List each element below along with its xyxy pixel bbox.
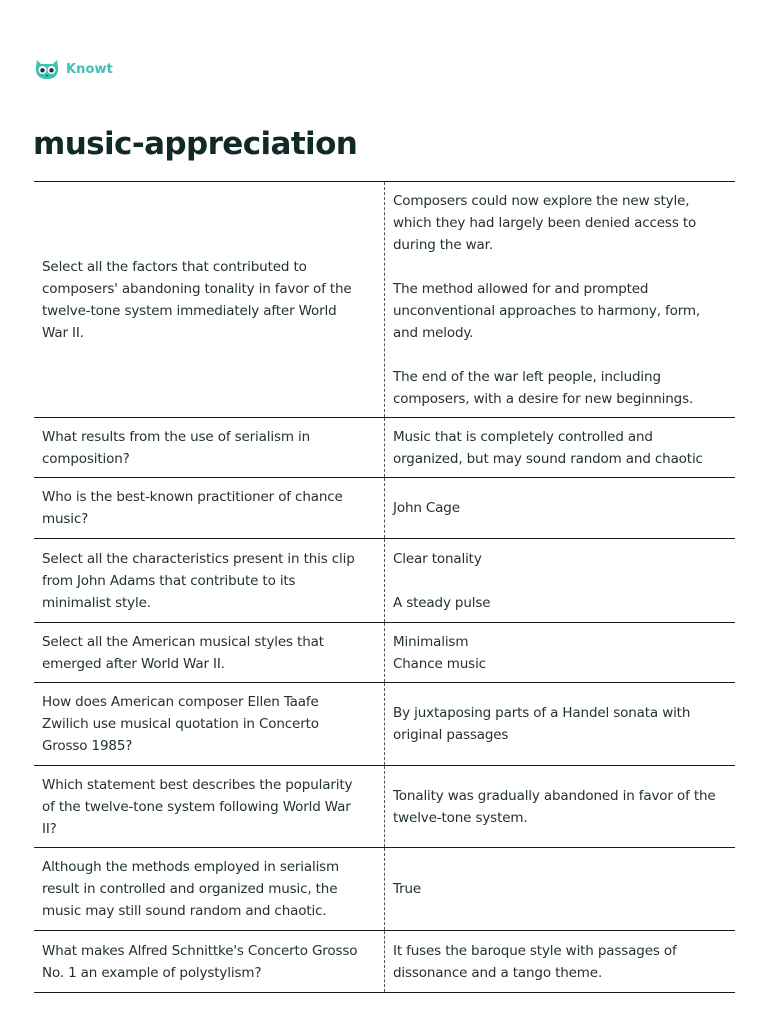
- definition-line: twelve-tone system.: [393, 809, 528, 826]
- flashcard-definition: [385, 182, 735, 417]
- brand[interactable]: [33, 56, 113, 82]
- definition-line: which they had largely been denied access to: [393, 214, 697, 231]
- flashcard-definition: [385, 848, 735, 930]
- flashcard-definition: [385, 539, 735, 622]
- term-line: composers' abandoning tonality in favor of the: [42, 280, 352, 297]
- definition-line: unconventional approaches to harmony, form,: [393, 302, 701, 319]
- brand-name: Knowt: [66, 61, 113, 77]
- term-line: War II.: [42, 324, 84, 341]
- flashcard-row: [34, 539, 735, 623]
- definition-line: Minimalism: [393, 633, 469, 650]
- flashcard-row: [34, 182, 735, 418]
- definition-line: organized, but may sound random and chaotic: [393, 450, 703, 467]
- term-line: Zwilich use musical quotation in Concerto: [42, 716, 319, 732]
- term-line: What makes Alfred Schnittke's Concerto Grosso: [42, 942, 358, 959]
- term-line: Grosso 1985?: [42, 738, 133, 754]
- definition-line: [393, 344, 727, 366]
- flashcard-definition: [385, 418, 735, 477]
- flashcard-row: [34, 418, 735, 478]
- flashcard-row: [34, 623, 735, 683]
- flashcard-row: [34, 766, 735, 848]
- page-title: music-appreciation: [33, 126, 358, 162]
- flashcard-definition: [385, 931, 735, 992]
- term-line: How does American composer Ellen Taafe: [42, 694, 319, 710]
- definition-line: during the war.: [393, 236, 493, 253]
- flashcard-term: [34, 623, 385, 682]
- definition-line: Music that is completely controlled and: [393, 428, 653, 445]
- definition-line: A steady pulse: [393, 594, 491, 611]
- flashcard-term: [34, 931, 385, 992]
- definition-line: Chance music: [393, 655, 486, 672]
- definition-line: John Cage: [393, 500, 460, 516]
- flashcard-definition: [385, 623, 735, 682]
- term-line: result in controlled and organized music, the: [42, 881, 338, 897]
- definition-line: and melody.: [393, 324, 474, 341]
- term-line: Select all the characteristics present in this clip: [42, 550, 355, 567]
- definition-line: Composers could now explore the new style,: [393, 192, 690, 209]
- flashcard-term: [34, 418, 385, 477]
- term-line: II?: [42, 820, 57, 837]
- term-line: emerged after World War II.: [42, 655, 225, 672]
- flashcard-term: [34, 182, 385, 417]
- flashcard-definition: [385, 683, 735, 765]
- flashcard-table: [34, 181, 735, 993]
- term-line: Although the methods employed in serialism: [42, 859, 340, 875]
- definition-line: By juxtaposing parts of a Handel sonata with: [393, 705, 691, 721]
- definition-line: The method allowed for and prompted: [393, 280, 649, 297]
- flashcard-term: [34, 478, 385, 538]
- flashcard-row: [34, 931, 735, 993]
- term-line: from John Adams that contribute to its: [42, 572, 296, 589]
- flashcard-row: [34, 478, 735, 539]
- term-line: music may still sound random and chaotic.: [42, 903, 327, 919]
- definition-line: Clear tonality: [393, 550, 482, 567]
- term-line: of the twelve-tone system following World War: [42, 798, 351, 815]
- definition-line: Tonality was gradually abandoned in favor of the: [393, 787, 716, 804]
- term-line: Select all the American musical styles that: [42, 633, 324, 650]
- definition-line: composers, with a desire for new beginnings.: [393, 390, 694, 407]
- term-line: minimalist style.: [42, 594, 151, 611]
- term-line: Which statement best describes the popularity: [42, 776, 353, 793]
- term-line: Select all the factors that contributed to: [42, 258, 307, 275]
- term-line: music?: [42, 511, 89, 527]
- flashcard-term: [34, 683, 385, 765]
- flashcard-row: [34, 683, 735, 766]
- term-line: What results from the use of serialism in: [42, 428, 310, 445]
- flashcard-row: [34, 848, 735, 931]
- knowt-owl-icon: [33, 57, 61, 81]
- flashcard-definition: [385, 766, 735, 847]
- definition-line: The end of the war left people, including: [393, 368, 661, 385]
- term-line: twelve-tone system immediately after World: [42, 302, 337, 319]
- definition-line: [393, 570, 727, 592]
- flashcard-term: [34, 539, 385, 622]
- term-line: No. 1 an example of polystylism?: [42, 964, 262, 981]
- definition-line: [393, 256, 727, 278]
- definition-line: It fuses the baroque style with passages of: [393, 942, 677, 959]
- definition-line: original passages: [393, 727, 509, 743]
- definition-line: dissonance and a tango theme.: [393, 964, 603, 981]
- flashcard-term: [34, 848, 385, 930]
- definition-line: True: [393, 881, 422, 897]
- flashcard-term: [34, 766, 385, 847]
- term-line: composition?: [42, 450, 130, 467]
- flashcard-definition: [385, 478, 735, 538]
- term-line: Who is the best-known practitioner of chance: [42, 489, 343, 505]
